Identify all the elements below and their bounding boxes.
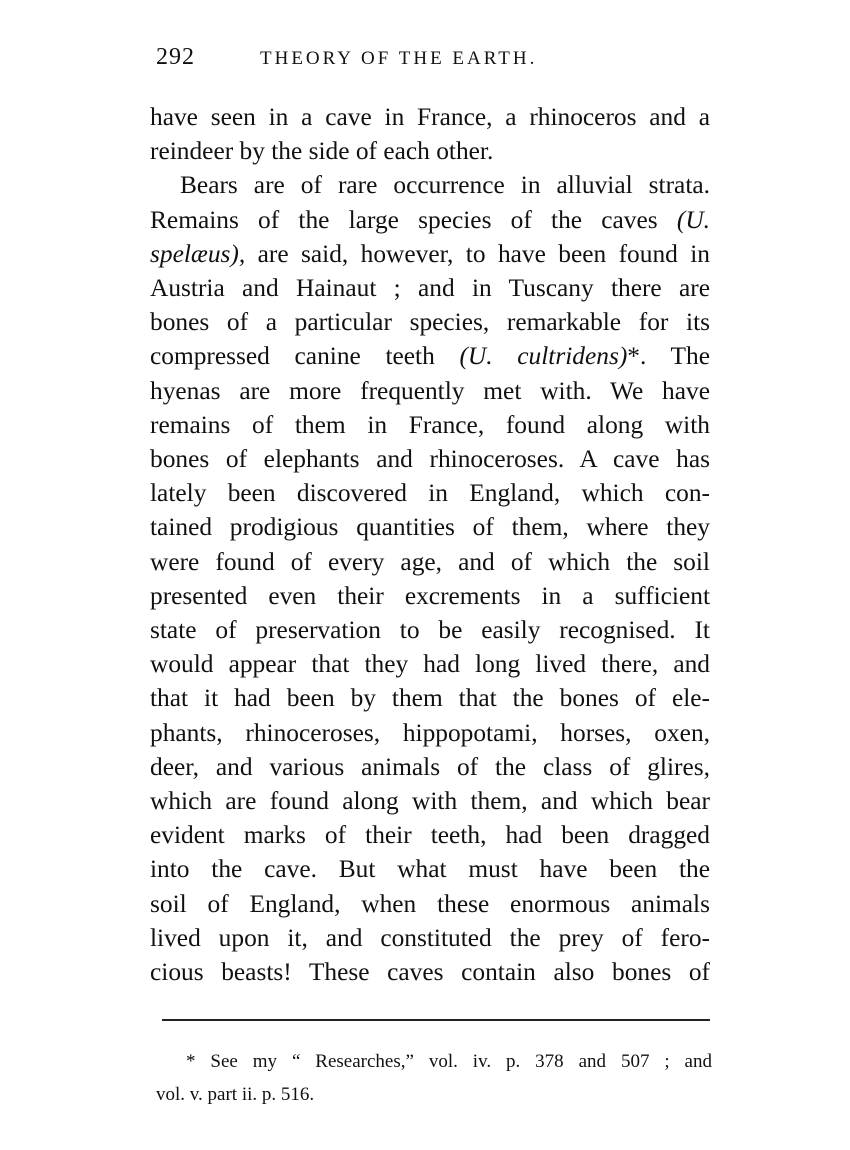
text-segment: Remains of the large species of the caves [150,205,658,234]
text-segment: compressed canine teeth [150,342,435,371]
text-line: into the cave. But what must have been the [150,855,710,884]
text-line: lately been discovered in England, which con- [150,479,710,508]
text-line [150,339,710,373]
text-line [150,203,710,237]
text-line: phants, rhinoceroses, hippopotami, horses, oxen, [150,718,710,747]
text-line: have seen in a cave in France, a rhinoceros and a [150,103,710,131]
text-line: cious beasts! These caves contain also bones of [150,958,710,987]
text-line: presented even their excrements in a sufficient [150,581,710,610]
text-line: would appear that they had long lived there, and [150,650,710,679]
footnote [156,1045,712,1111]
footnote-line: * See my “ Researches,” vol. iv. p. 378 and 507 ; and [186,1051,712,1072]
footnote-line: vol. v. part ii. p. 516. [156,1084,315,1105]
text-line: were found of every age, and of which the soil [150,547,710,576]
text-line: Austria and Hainaut ; and in Tuscany there are [150,274,710,303]
text-line: remains of them in France, found along with [150,410,710,439]
text-line: hyenas are more frequently met with. We have [150,376,710,405]
text-line [150,237,710,271]
text-line: soil of England, when these enormous animals [150,889,710,918]
text-line: reindeer by the side of each other. [150,137,494,166]
text-line: which are found along with them, and which bear [150,787,710,816]
text-segment: are said, however, to have been found in [257,239,710,268]
text-line: that it had been by them that the bones of ele- [150,684,710,713]
text-line: bones of elephants and rhinoceroses. A cave has [150,445,710,474]
text-line: state of preservation to be easily recognised. It [150,616,710,645]
page-number: 292 [156,44,195,70]
text-line: deer, and various animals of the class of glires, [150,752,710,781]
footnote-divider [162,1019,710,1021]
text-line: lived upon it, and constituted the prey of fero- [150,923,710,952]
body-text [150,100,710,989]
species-name: (U. [676,205,710,234]
footnote-reference: *. The [627,342,711,371]
text-line: evident marks of their teeth, had been dragged [150,821,710,850]
text-line: bones of a particular species, remarkable for its [150,308,710,337]
running-head: THEORY OF THE EARTH. [260,48,538,69]
page-header [156,44,716,74]
text-line: Bears are of rare occurrence in alluvial strata. [180,171,710,200]
text-line: tained prodigious quantities of them, where they [150,513,710,542]
species-name: spelæus), [150,239,246,268]
species-name: (U. cultridens) [459,342,628,371]
